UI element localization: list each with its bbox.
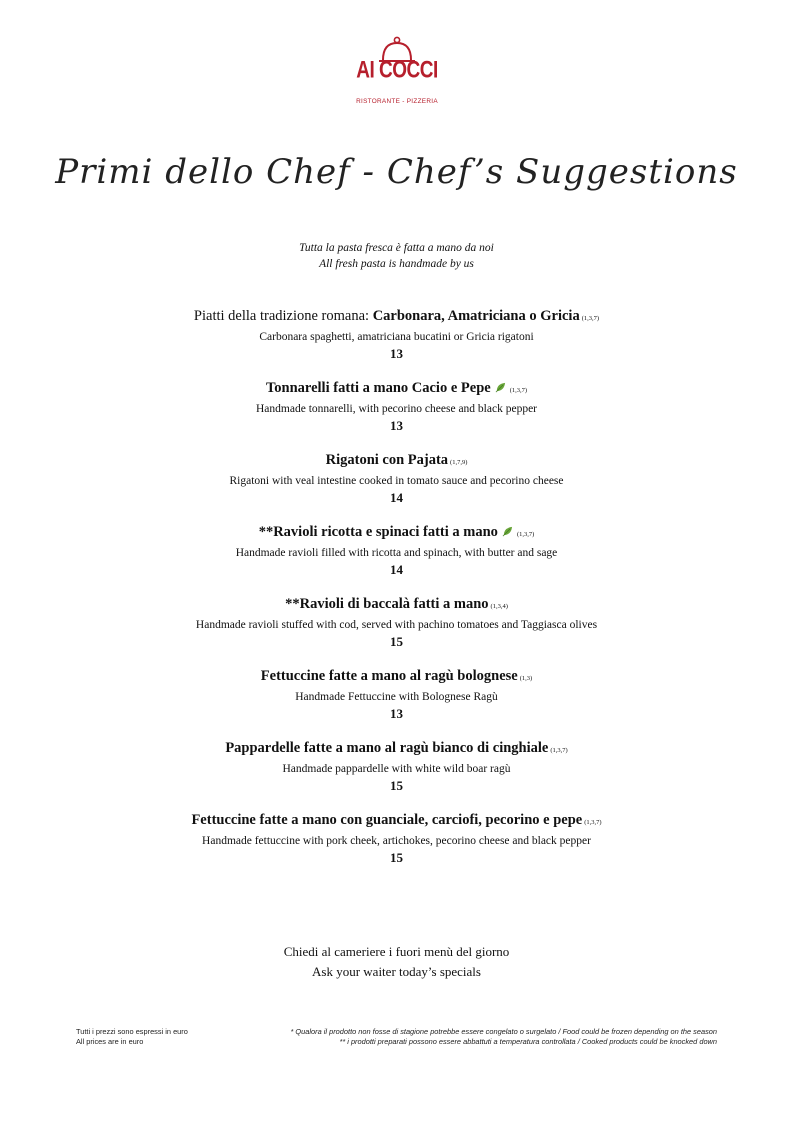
dish-price: 13 <box>390 346 403 361</box>
footer-left-line-2: All prices are in euro <box>76 1037 144 1046</box>
dish-title: **Ravioli di baccalà fatti a mano <box>285 596 489 612</box>
dish-item <box>0 306 793 378</box>
footer-right-line-2: ** i prodotti preparati possono essere abbattuti a temperatura controllata / Cooked products could be knocked down <box>339 1037 717 1046</box>
dish-description: Handmade tonnarelli, with pecorino cheese and black pepper <box>256 403 537 415</box>
vegetarian-leaf-icon <box>502 523 513 543</box>
dish-price: 14 <box>390 562 403 577</box>
footer-left-line-1: Tutti i prezzi sono espressi in euro <box>76 1027 188 1036</box>
dish-title: Fettuccine fatte a mano al ragù bolognese <box>260 668 518 684</box>
allergen-codes: (1,3,4) <box>490 603 508 610</box>
allergen-codes: (1,3,7) <box>516 531 535 538</box>
dish-title: Pappardelle fatte a mano al ragù bianco di cinghiale <box>225 740 549 756</box>
logo-subtitle: RISTORANTE - PIZZERIA <box>356 98 438 105</box>
dish-item <box>0 522 793 594</box>
dish-prefix: Piatti della tradizione romana: <box>193 308 373 324</box>
intro-note <box>0 240 793 272</box>
dish-title: Rigatoni con Pajata <box>325 452 449 468</box>
dish-description: Handmade Fettuccine with Bolognese Ragù <box>295 691 498 703</box>
allergen-codes: (1,7,9) <box>450 459 468 466</box>
specials-note <box>0 942 793 982</box>
dish-title: **Ravioli ricotta e spinaci fatti a mano <box>258 524 498 540</box>
dish-price: 15 <box>390 778 403 793</box>
dish-name <box>0 522 793 545</box>
dish-item <box>0 594 793 666</box>
footer-prices-note <box>76 1027 188 1047</box>
allergen-codes: (1,3,7) <box>581 315 600 322</box>
dish-description: Handmade fettuccine with pork cheek, artichokes, pecorino cheese and black pepper <box>202 835 591 847</box>
dish-description: Handmade pappardelle with white wild boar ragù <box>282 763 511 775</box>
dish-item <box>0 450 793 522</box>
dish-description: Handmade ravioli stuffed with cod, served with pachino tomatoes and Taggiasca olives <box>195 619 598 631</box>
allergen-codes: (1,3,7) <box>550 747 568 754</box>
vegetarian-leaf-icon <box>495 379 506 399</box>
dish-price: 15 <box>390 634 403 649</box>
restaurant-logo <box>352 36 442 116</box>
allergen-codes: (1,3,7) <box>509 387 528 394</box>
dish-title: Fettuccine fatte a mano con guanciale, carciofi, pecorino e pepe <box>191 812 583 828</box>
intro-line-english: All fresh pasta is handmade by us <box>319 258 474 270</box>
dish-price: 14 <box>390 490 403 505</box>
dish-name <box>0 306 793 329</box>
dish-item <box>0 666 793 738</box>
dish-name <box>0 738 793 761</box>
dish-description: Carbonara spaghetti, amatriciana bucatini or Gricia rigatoni <box>259 331 534 343</box>
footer-disclaimer <box>291 1027 718 1047</box>
specials-line-english: Ask your waiter today’s specials <box>312 964 481 979</box>
dish-description: Rigatoni with veal intestine cooked in tomato sauce and pecorino cheese <box>229 475 564 487</box>
dish-item <box>0 738 793 810</box>
logo-name: AI COCCI <box>356 57 438 84</box>
dish-name <box>0 666 793 689</box>
dish-list <box>0 306 793 882</box>
allergen-codes: (1,3,7) <box>584 819 602 826</box>
dish-name <box>0 810 793 833</box>
dish-title: Tonnarelli fatti a mano Cacio e Pepe <box>265 380 491 396</box>
dish-price: 13 <box>390 706 403 721</box>
dish-description: Handmade ravioli filled with ricotta and spinach, with butter and sage <box>235 547 558 559</box>
dish-name <box>0 450 793 473</box>
dish-title: Carbonara, Amatriciana o Gricia <box>372 308 580 324</box>
page-title: Primi dello Chef - Chef’s Suggestions <box>55 152 738 192</box>
footer-right-line-1: * Qualora il prodotto non fosse di stagione potrebbe essere congelato o surgelato / Food could be frozen depending on the season <box>290 1027 717 1036</box>
dish-item <box>0 810 793 882</box>
allergen-codes: (1,3) <box>519 675 533 682</box>
dish-price: 13 <box>390 418 403 433</box>
specials-line-italian: Chiedi al cameriere i fuori menù del giorno <box>283 944 510 959</box>
dish-item <box>0 378 793 450</box>
dish-name <box>0 594 793 617</box>
intro-line-italian: Tutta la pasta fresca è fatta a mano da noi <box>299 242 494 254</box>
dish-name <box>0 378 793 401</box>
dish-price: 15 <box>390 850 403 865</box>
